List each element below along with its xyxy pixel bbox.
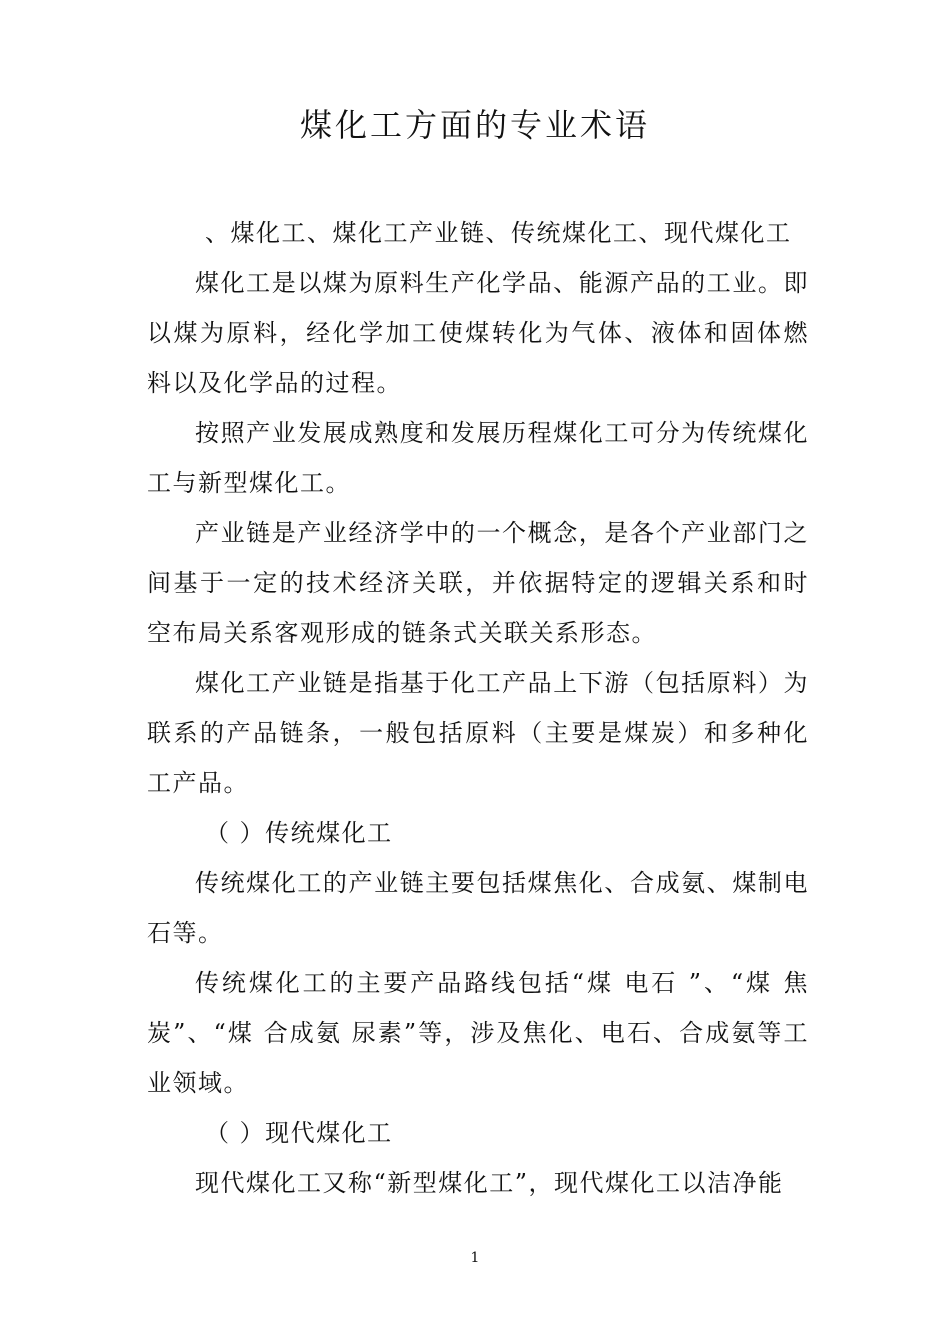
- paragraph-industry-chain: 产业链是产业经济学中的一个概念，是各个产业部门之间基于一定的技术经济关联，并依据特定的逻辑关系和时空布局关系客观形成的链条式关联关系形态。: [147, 519, 809, 647]
- paragraph-classification: 按照产业发展成熟度和发展历程煤化工可分为传统煤化工与新型煤化工。: [147, 419, 809, 497]
- keywords-line: 、煤化工、煤化工产业链、传统煤化工、现代煤化工: [205, 219, 792, 247]
- paragraph-modern-intro: 现代煤化工又称“新型煤化工”，现代煤化工以洁净能: [195, 1169, 784, 1197]
- section-heading-modern: （ ）现代煤化工: [205, 1119, 393, 1147]
- paragraph-traditional-chain: 传统煤化工的产业链主要包括煤焦化、合成氨、煤制电石等。: [147, 869, 809, 947]
- page-number: 1: [470, 1250, 480, 1266]
- section-heading-traditional: （ ）传统煤化工: [205, 819, 393, 847]
- paragraph-traditional-routes: 传统煤化工的主要产品路线包括“煤 电石 ”、“煤 焦炭”、“煤 合成氨 尿素”等，涉及焦化、电石、合成氨等工业领域。: [147, 969, 809, 1097]
- document-body: [147, 208, 809, 1208]
- paragraph-definition: 煤化工是以煤为原料生产化学品、能源产品的工业。即以煤为原料，经化学加工使煤转化为气体、液体和固体燃料以及化学品的过程。: [147, 269, 809, 397]
- paragraph-coal-chemical-chain: 煤化工产业链是指基于化工产品上下游（包括原料）为联系的产品链条，一般包括原料（主要是煤炭）和多种化工产品。: [147, 669, 809, 797]
- document-title: 煤化工方面的专业术语: [299, 106, 650, 144]
